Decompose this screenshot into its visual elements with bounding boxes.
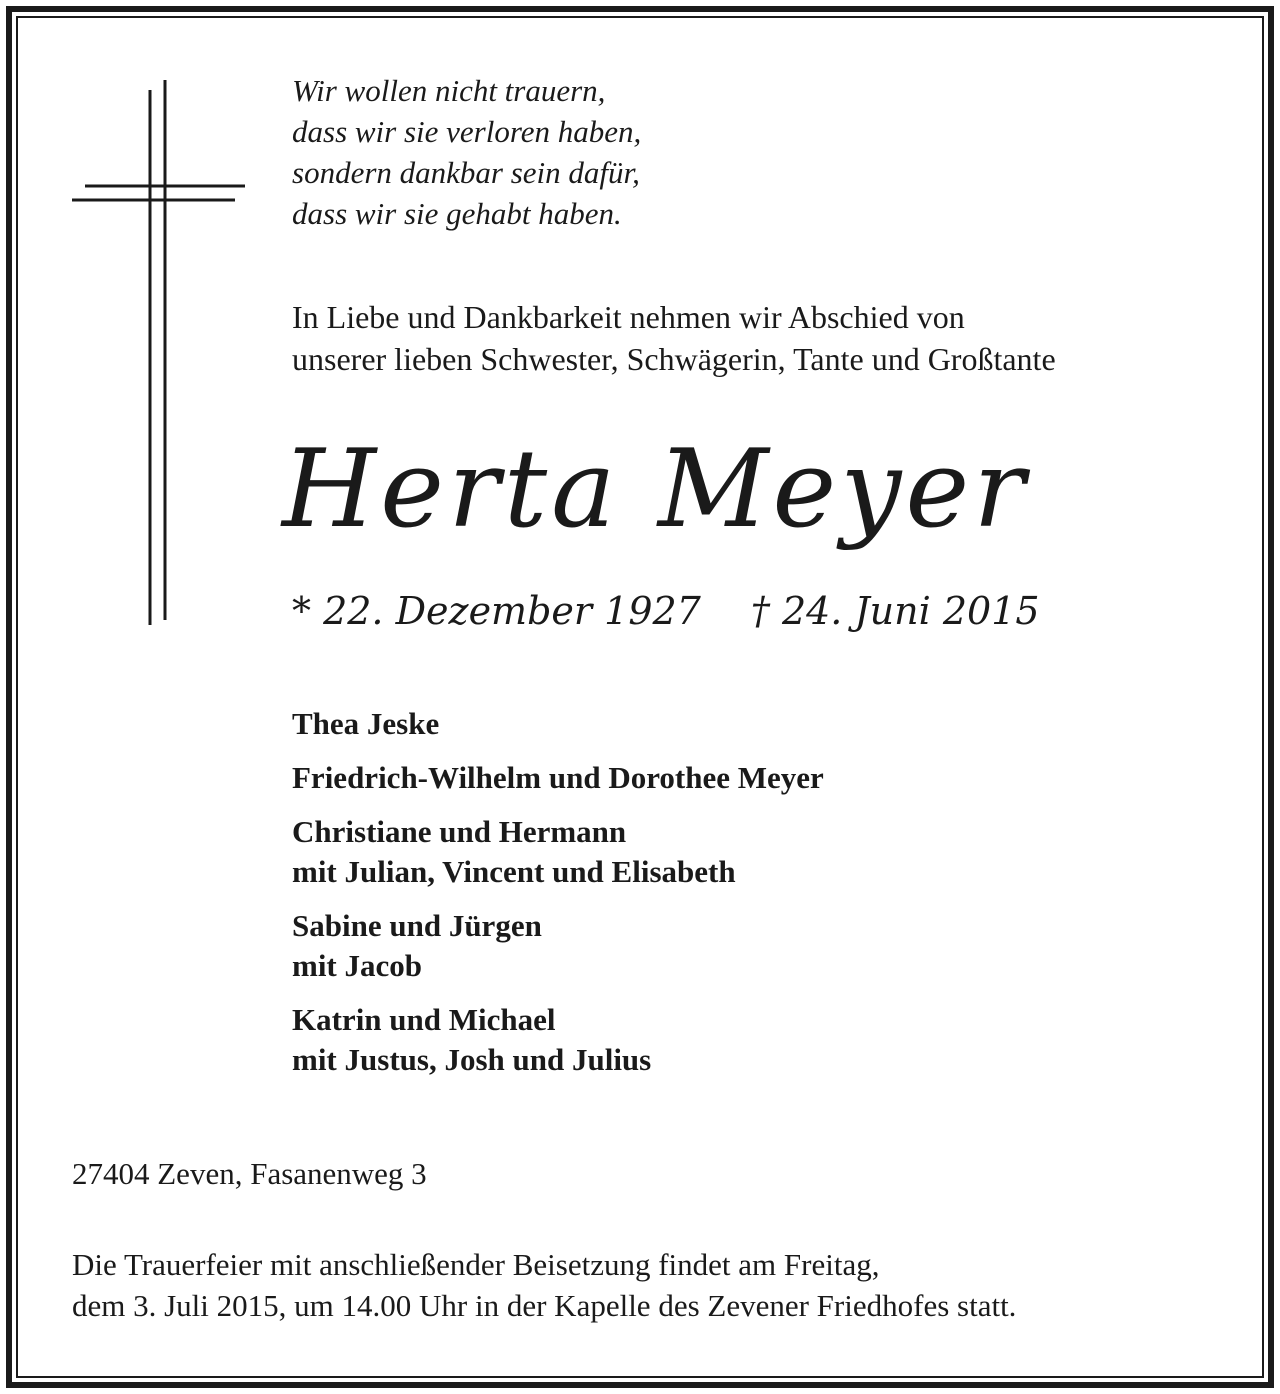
death-date: † 24. Juni 2015 [750,589,1040,633]
poem-line: Wir wollen nicht trauern, [292,73,606,108]
ceremony-line: dem 3. Juli 2015, um 14.00 Uhr in der Kapelle des Zevener Friedhofes statt. [72,1288,1017,1323]
birth-date: * 22. Dezember 1927 [292,589,701,633]
intro-line: In Liebe und Dankbarkeit nehmen wir Abschied von [292,299,965,335]
family-group [292,1000,824,1080]
family-group [292,704,824,744]
poem-line: sondern dankbar sein dafür, [292,155,640,190]
ceremony-line: Die Trauerfeier mit anschließender Beisetzung findet am Freitag, [72,1247,880,1282]
family-line: Christiane und Hermann [292,814,627,849]
poem-line: dass wir sie gehabt haben. [292,196,622,231]
intro-line: unserer lieben Schwester, Schwägerin, Tante und Großtante [292,341,1056,377]
ceremony-notice [72,1244,1016,1326]
intro-text [292,296,1056,380]
family-line: Katrin und Michael [292,1002,556,1037]
life-dates [292,586,1040,636]
family-group [292,906,824,986]
deceased-name: Herta Meyer [282,427,1029,552]
family-line: mit Justus, Josh und Julius [292,1042,652,1077]
family-group [292,812,824,892]
poem [292,70,641,234]
family-line: mit Jacob [292,948,423,983]
address: 27404 Zeven, Fasanenweg 3 [72,1156,427,1191]
family-line: mit Julian, Vincent und Elisabeth [292,854,736,889]
family-line: Thea Jeske [292,706,440,741]
family-line: Sabine und Jürgen [292,908,542,943]
cross-icon [70,80,250,630]
family-list [292,704,824,1094]
family-group [292,758,824,798]
family-line: Friedrich-Wilhelm und Dorothee Meyer [292,760,824,795]
poem-line: dass wir sie verloren haben, [292,114,642,149]
